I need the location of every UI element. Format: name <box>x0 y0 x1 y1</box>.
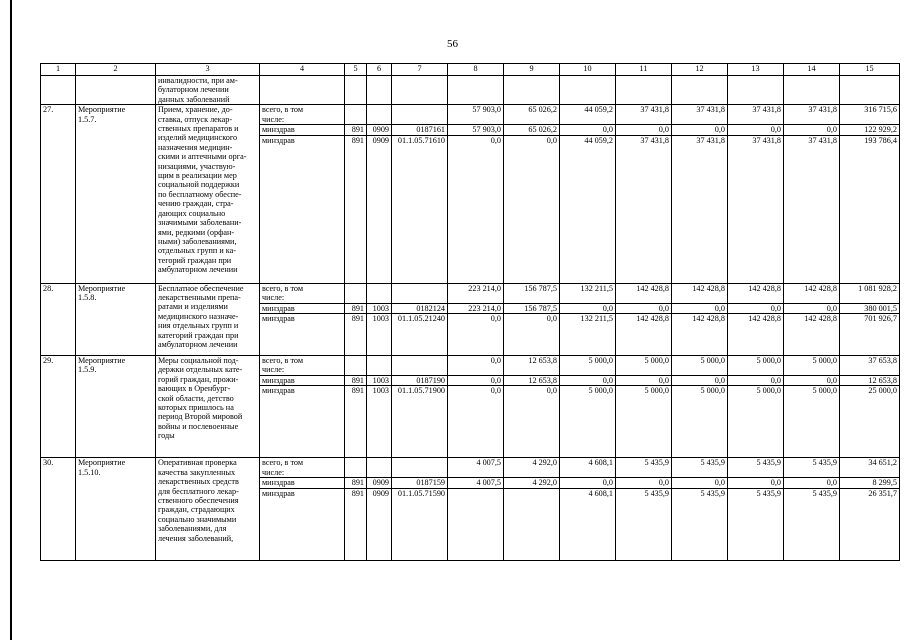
amount-v8: 0,0 <box>448 386 504 458</box>
executor-cell: минздрав <box>260 376 345 386</box>
target-article-code <box>392 356 448 376</box>
event-description: Прием, хранение, до- ставка, отпуск лекар- ственных препаратов и изделий медицинского назначения медицин- скими и аптечными орга- низациями, участвую- щим в реализации мер социальной поддержки по бесплатному обеспе- чению граждан, стра- дающих социально значимыми заболевани- ями, редкими (орфан- ными) заболеваниями, отдельных групп и ка- тегорий граждан при амбулаторном лечении <box>156 105 260 283</box>
target-article-code: 0187159 <box>392 478 448 488</box>
grbs-code: 891 <box>345 135 367 283</box>
amount-v13: 5 000,0 <box>728 356 784 376</box>
target-article-code: 01.1.05.71590 <box>392 488 448 560</box>
target-article-code: 01.1.05.71900 <box>392 386 448 458</box>
amount-v14: 0,0 <box>784 125 840 135</box>
event-description: Меры социальной под- держки отдельных кате- горий граждан, прожи- вающих в Оренбург- ской области, детство которых пришлось на период Второй мировой войны и послевоенные годы <box>156 356 260 458</box>
amount-v15: 12 653,8 <box>840 376 900 386</box>
amount-v13: 142 428,8 <box>728 283 784 303</box>
amount-v8: 0,0 <box>448 314 504 356</box>
header-cell: 6 <box>367 64 392 76</box>
amount-v11: 37 431,8 <box>616 135 672 283</box>
section-code: 1003 <box>367 386 392 458</box>
grbs-code: 891 <box>345 125 367 135</box>
grbs-code: 891 <box>345 314 367 356</box>
amount-v14: 5 435,9 <box>784 458 840 478</box>
amount-v14: 37 431,8 <box>784 135 840 283</box>
target-article-code: 0187190 <box>392 376 448 386</box>
section-code: 1003 <box>367 314 392 356</box>
amount-v12: 142 428,8 <box>672 314 728 356</box>
amount-v13: 5 000,0 <box>728 386 784 458</box>
header-cell: 14 <box>784 64 840 76</box>
entry-number: 29. <box>41 356 76 458</box>
section-code <box>367 458 392 478</box>
header-cell: 2 <box>76 64 156 76</box>
executor-cell: минздрав <box>260 314 345 356</box>
cell-empty <box>616 76 672 105</box>
amount-v14: 37 431,8 <box>784 105 840 125</box>
header-cell: 5 <box>345 64 367 76</box>
amount-v11: 5 000,0 <box>616 386 672 458</box>
amount-v11: 0,0 <box>616 376 672 386</box>
amount-v15: 316 715,6 <box>840 105 900 125</box>
section-code: 0909 <box>367 478 392 488</box>
amount-v13: 142 428,8 <box>728 314 784 356</box>
amount-v12: 142 428,8 <box>672 283 728 303</box>
executor-cell: минздрав <box>260 135 345 283</box>
executor-cell: минздрав <box>260 488 345 560</box>
amount-v15: 26 351,7 <box>840 488 900 560</box>
amount-v11: 142 428,8 <box>616 314 672 356</box>
amount-v12: 5 435,9 <box>672 488 728 560</box>
header-cell: 11 <box>616 64 672 76</box>
amount-v14: 142 428,8 <box>784 283 840 303</box>
amount-v15: 1 081 928,2 <box>840 283 900 303</box>
amount-v9: 156 787,5 <box>504 283 560 303</box>
amount-v15: 37 653,8 <box>840 356 900 376</box>
cell-empty <box>840 76 900 105</box>
table-row <box>41 283 900 303</box>
section-code <box>367 105 392 125</box>
amount-v10: 0,0 <box>560 376 616 386</box>
amount-v14: 0,0 <box>784 478 840 488</box>
amount-v14: 0,0 <box>784 303 840 313</box>
section-code <box>367 283 392 303</box>
amount-v8: 4 007,5 <box>448 478 504 488</box>
event-name: Мероприятие 1.5.8. <box>76 283 156 355</box>
amount-v8: 223 214,0 <box>448 283 504 303</box>
cell-empty <box>504 76 560 105</box>
header-cell: 1 <box>41 64 76 76</box>
cell-empty <box>392 76 448 105</box>
amount-v9 <box>504 488 560 560</box>
amount-v12: 5 000,0 <box>672 356 728 376</box>
section-code <box>367 356 392 376</box>
amount-v11: 0,0 <box>616 303 672 313</box>
amount-v8: 57 903,0 <box>448 105 504 125</box>
amount-v9: 65 026,2 <box>504 105 560 125</box>
amount-v13: 0,0 <box>728 303 784 313</box>
amount-v8: 0,0 <box>448 376 504 386</box>
amount-v9: 0,0 <box>504 386 560 458</box>
event-description: Оперативная проверка качества закупленных лекарственных средств для бесплатного лекар- ственного обеспечения граждан, страдающих социально значимыми заболеваниями, для лечения заболеваний, <box>156 458 260 560</box>
header-cell: 10 <box>560 64 616 76</box>
amount-v13: 37 431,8 <box>728 105 784 125</box>
amount-v13: 0,0 <box>728 125 784 135</box>
continuation-row <box>41 76 900 105</box>
amount-v13: 5 435,9 <box>728 488 784 560</box>
page-number: 56 <box>447 38 458 50</box>
event-name: Мероприятие 1.5.7. <box>76 105 156 283</box>
executor-cell: минздрав <box>260 478 345 488</box>
amount-v14: 5 435,9 <box>784 488 840 560</box>
amount-v15: 380 001,5 <box>840 303 900 313</box>
section-code: 0909 <box>367 125 392 135</box>
target-article-code <box>392 283 448 303</box>
amount-v13: 0,0 <box>728 376 784 386</box>
amount-v12: 37 431,8 <box>672 135 728 283</box>
grbs-code <box>345 283 367 303</box>
amount-v11: 142 428,8 <box>616 283 672 303</box>
amount-v12: 5 435,9 <box>672 458 728 478</box>
section-code: 0909 <box>367 488 392 560</box>
target-article-code: 01.1.05.21240 <box>392 314 448 356</box>
grbs-code <box>345 458 367 478</box>
executor-cell: всего, в том числе: <box>260 356 345 376</box>
target-article-code: 0182124 <box>392 303 448 313</box>
amount-v10: 0,0 <box>560 478 616 488</box>
target-article-code <box>392 458 448 478</box>
entry-number: 28. <box>41 283 76 355</box>
amount-v8 <box>448 488 504 560</box>
amount-v10: 4 608,1 <box>560 488 616 560</box>
section-code: 1003 <box>367 303 392 313</box>
grbs-code: 891 <box>345 386 367 458</box>
cell-empty <box>672 76 728 105</box>
amount-v15: 8 299,5 <box>840 478 900 488</box>
executor-cell: минздрав <box>260 303 345 313</box>
cell-empty <box>41 76 76 105</box>
executor-cell: минздрав <box>260 386 345 458</box>
amount-v15: 25 000,0 <box>840 386 900 458</box>
amount-v13: 5 435,9 <box>728 458 784 478</box>
event-name: Мероприятие 1.5.9. <box>76 356 156 458</box>
amount-v13: 37 431,8 <box>728 135 784 283</box>
amount-v8: 0,0 <box>448 135 504 283</box>
amount-v10: 4 608,1 <box>560 458 616 478</box>
amount-v9: 12 653,8 <box>504 376 560 386</box>
amount-v9: 0,0 <box>504 135 560 283</box>
executor-cell: всего, в том числе: <box>260 283 345 303</box>
amount-v10: 44 059,2 <box>560 135 616 283</box>
amount-v12: 37 431,8 <box>672 105 728 125</box>
cell-empty <box>76 76 156 105</box>
grbs-code: 891 <box>345 376 367 386</box>
executor-cell: всего, в том числе: <box>260 458 345 478</box>
amount-v10: 5 000,0 <box>560 356 616 376</box>
amount-v15: 122 929,2 <box>840 125 900 135</box>
executor-cell: всего, в том числе: <box>260 105 345 125</box>
amount-v9: 12 653,8 <box>504 356 560 376</box>
target-article-code <box>392 105 448 125</box>
header-cell: 3 <box>156 64 260 76</box>
amount-v10: 0,0 <box>560 303 616 313</box>
amount-v15: 193 786,4 <box>840 135 900 283</box>
amount-v10: 132 211,5 <box>560 283 616 303</box>
binding-edge-line <box>10 0 12 640</box>
amount-v10: 5 000,0 <box>560 386 616 458</box>
grbs-code <box>345 356 367 376</box>
cell-empty <box>560 76 616 105</box>
amount-v8: 57 903,0 <box>448 125 504 135</box>
amount-v9: 0,0 <box>504 314 560 356</box>
header-cell: 4 <box>260 64 345 76</box>
amount-v9: 4 292,0 <box>504 458 560 478</box>
amount-v15: 34 651,2 <box>840 458 900 478</box>
target-article-code: 0187161 <box>392 125 448 135</box>
section-code: 0909 <box>367 135 392 283</box>
amount-v12: 0,0 <box>672 478 728 488</box>
table-row <box>41 458 900 478</box>
header-cell: 15 <box>840 64 900 76</box>
header-cell: 8 <box>448 64 504 76</box>
grbs-code: 891 <box>345 478 367 488</box>
amount-v14: 5 000,0 <box>784 356 840 376</box>
section-code: 1003 <box>367 376 392 386</box>
grbs-code: 891 <box>345 488 367 560</box>
cell-empty <box>260 76 345 105</box>
amount-v10: 0,0 <box>560 125 616 135</box>
amount-v8: 223 214,0 <box>448 303 504 313</box>
amount-v11: 0,0 <box>616 478 672 488</box>
amount-v9: 4 292,0 <box>504 478 560 488</box>
target-article-code: 01.1.05.71610 <box>392 135 448 283</box>
cell-empty <box>448 76 504 105</box>
amount-v14: 0,0 <box>784 376 840 386</box>
event-description: Бесплатное обеспечение лекарственными препа- ратами и изделиями медицинского назначе- ния отдельных групп и категорий граждан при амбулаторном лечении <box>156 283 260 355</box>
amount-v12: 0,0 <box>672 303 728 313</box>
continuation-text: инвалидности, при ам- булаторном лечении данных заболеваний <box>156 76 260 105</box>
cell-empty <box>728 76 784 105</box>
amount-v14: 5 000,0 <box>784 386 840 458</box>
amount-v11: 5 000,0 <box>616 356 672 376</box>
amount-v12: 0,0 <box>672 125 728 135</box>
amount-v11: 5 435,9 <box>616 458 672 478</box>
amount-v11: 37 431,8 <box>616 105 672 125</box>
amount-v14: 142 428,8 <box>784 314 840 356</box>
amount-v10: 132 211,5 <box>560 314 616 356</box>
table-row <box>41 105 900 125</box>
event-name: Мероприятие 1.5.10. <box>76 458 156 560</box>
cell-empty <box>367 76 392 105</box>
grbs-code <box>345 105 367 125</box>
entry-number: 27. <box>41 105 76 283</box>
grbs-code: 891 <box>345 303 367 313</box>
amount-v8: 0,0 <box>448 356 504 376</box>
amount-v8: 4 007,5 <box>448 458 504 478</box>
budget-table <box>40 63 900 561</box>
amount-v13: 0,0 <box>728 478 784 488</box>
amount-v9: 65 026,2 <box>504 125 560 135</box>
header-cell: 13 <box>728 64 784 76</box>
amount-v12: 0,0 <box>672 376 728 386</box>
header-row <box>41 64 900 76</box>
header-cell: 12 <box>672 64 728 76</box>
amount-v12: 5 000,0 <box>672 386 728 458</box>
amount-v11: 5 435,9 <box>616 488 672 560</box>
cell-empty <box>784 76 840 105</box>
header-cell: 9 <box>504 64 560 76</box>
amount-v15: 701 926,7 <box>840 314 900 356</box>
cell-empty <box>345 76 367 105</box>
table-row <box>41 356 900 376</box>
amount-v10: 44 059,2 <box>560 105 616 125</box>
entry-number: 30. <box>41 458 76 560</box>
amount-v11: 0,0 <box>616 125 672 135</box>
executor-cell: минздрав <box>260 125 345 135</box>
header-cell: 7 <box>392 64 448 76</box>
amount-v9: 156 787,5 <box>504 303 560 313</box>
